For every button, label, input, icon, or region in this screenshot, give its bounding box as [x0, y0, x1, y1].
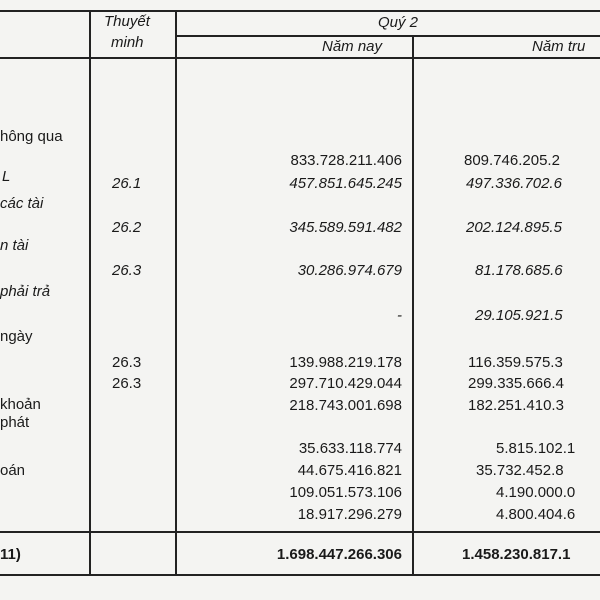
row-label: các tài [0, 195, 44, 212]
header-quarter: Quý 2 [378, 14, 419, 31]
quarter-rule [175, 35, 600, 37]
current-value: 297.710.429.044 [289, 375, 402, 392]
row-label: phải trả [0, 283, 51, 300]
row-label: phát [0, 414, 30, 431]
previous-value: 4.190.000.0 [496, 484, 576, 501]
total-label: 11) [0, 546, 21, 563]
current-value: 457.851.645.245 [289, 175, 402, 192]
header-note-line2: minh [111, 34, 144, 51]
header-previous-year: Năm tru [532, 38, 586, 55]
header-current-year: Năm nay [322, 38, 383, 55]
header-note-line1: Thuyết [104, 13, 150, 30]
current-value: 44.675.416.821 [297, 462, 402, 479]
row-label: oán [0, 462, 26, 479]
previous-value: 5.815.102.1 [496, 440, 576, 457]
column-rule-1 [89, 10, 91, 575]
row-label: n tài [0, 237, 29, 254]
row-note: 26.3 [112, 262, 142, 279]
row-note: 26.1 [112, 175, 142, 192]
previous-value: 182.251.410.3 [468, 397, 564, 414]
previous-value: 29.105.921.5 [475, 307, 563, 324]
column-rule-3 [412, 36, 414, 575]
row-label: hông qua [0, 128, 63, 145]
current-value: 109.051.573.106 [289, 484, 402, 501]
previous-value: 299.335.666.4 [468, 375, 564, 392]
current-value: 139.988.219.178 [289, 354, 402, 371]
previous-value: 202.124.895.5 [466, 219, 562, 236]
current-value: - [397, 307, 402, 324]
row-label: khoản [0, 396, 41, 413]
current-value: 18.917.296.279 [297, 506, 402, 523]
row-note: 26.3 [112, 354, 142, 371]
current-value: 345.589.591.482 [289, 219, 402, 236]
current-value: 35.633.118.774 [298, 440, 402, 457]
total-previous-value: 1.458.230.817.1 [462, 546, 571, 563]
current-value: 218.743.001.698 [289, 397, 402, 414]
row-label: ngày [0, 328, 33, 345]
previous-value: 81.178.685.6 [475, 262, 563, 279]
row-note: 26.2 [112, 219, 142, 236]
total-current-value: 1.698.447.266.306 [276, 546, 402, 563]
column-rule-2 [175, 10, 177, 575]
previous-value: 497.336.702.6 [466, 175, 562, 192]
current-value: 30.286.974.679 [297, 262, 402, 279]
row-note: 26.3 [112, 375, 142, 392]
current-value: 833.728.211.406 [290, 152, 402, 169]
row-label: L [2, 168, 11, 185]
previous-value: 116.359.575.3 [468, 354, 563, 371]
previous-value: 4.800.404.6 [496, 506, 576, 523]
previous-value: 809.746.205.2 [464, 152, 560, 169]
previous-value: 35.732.452.8 [476, 462, 564, 479]
